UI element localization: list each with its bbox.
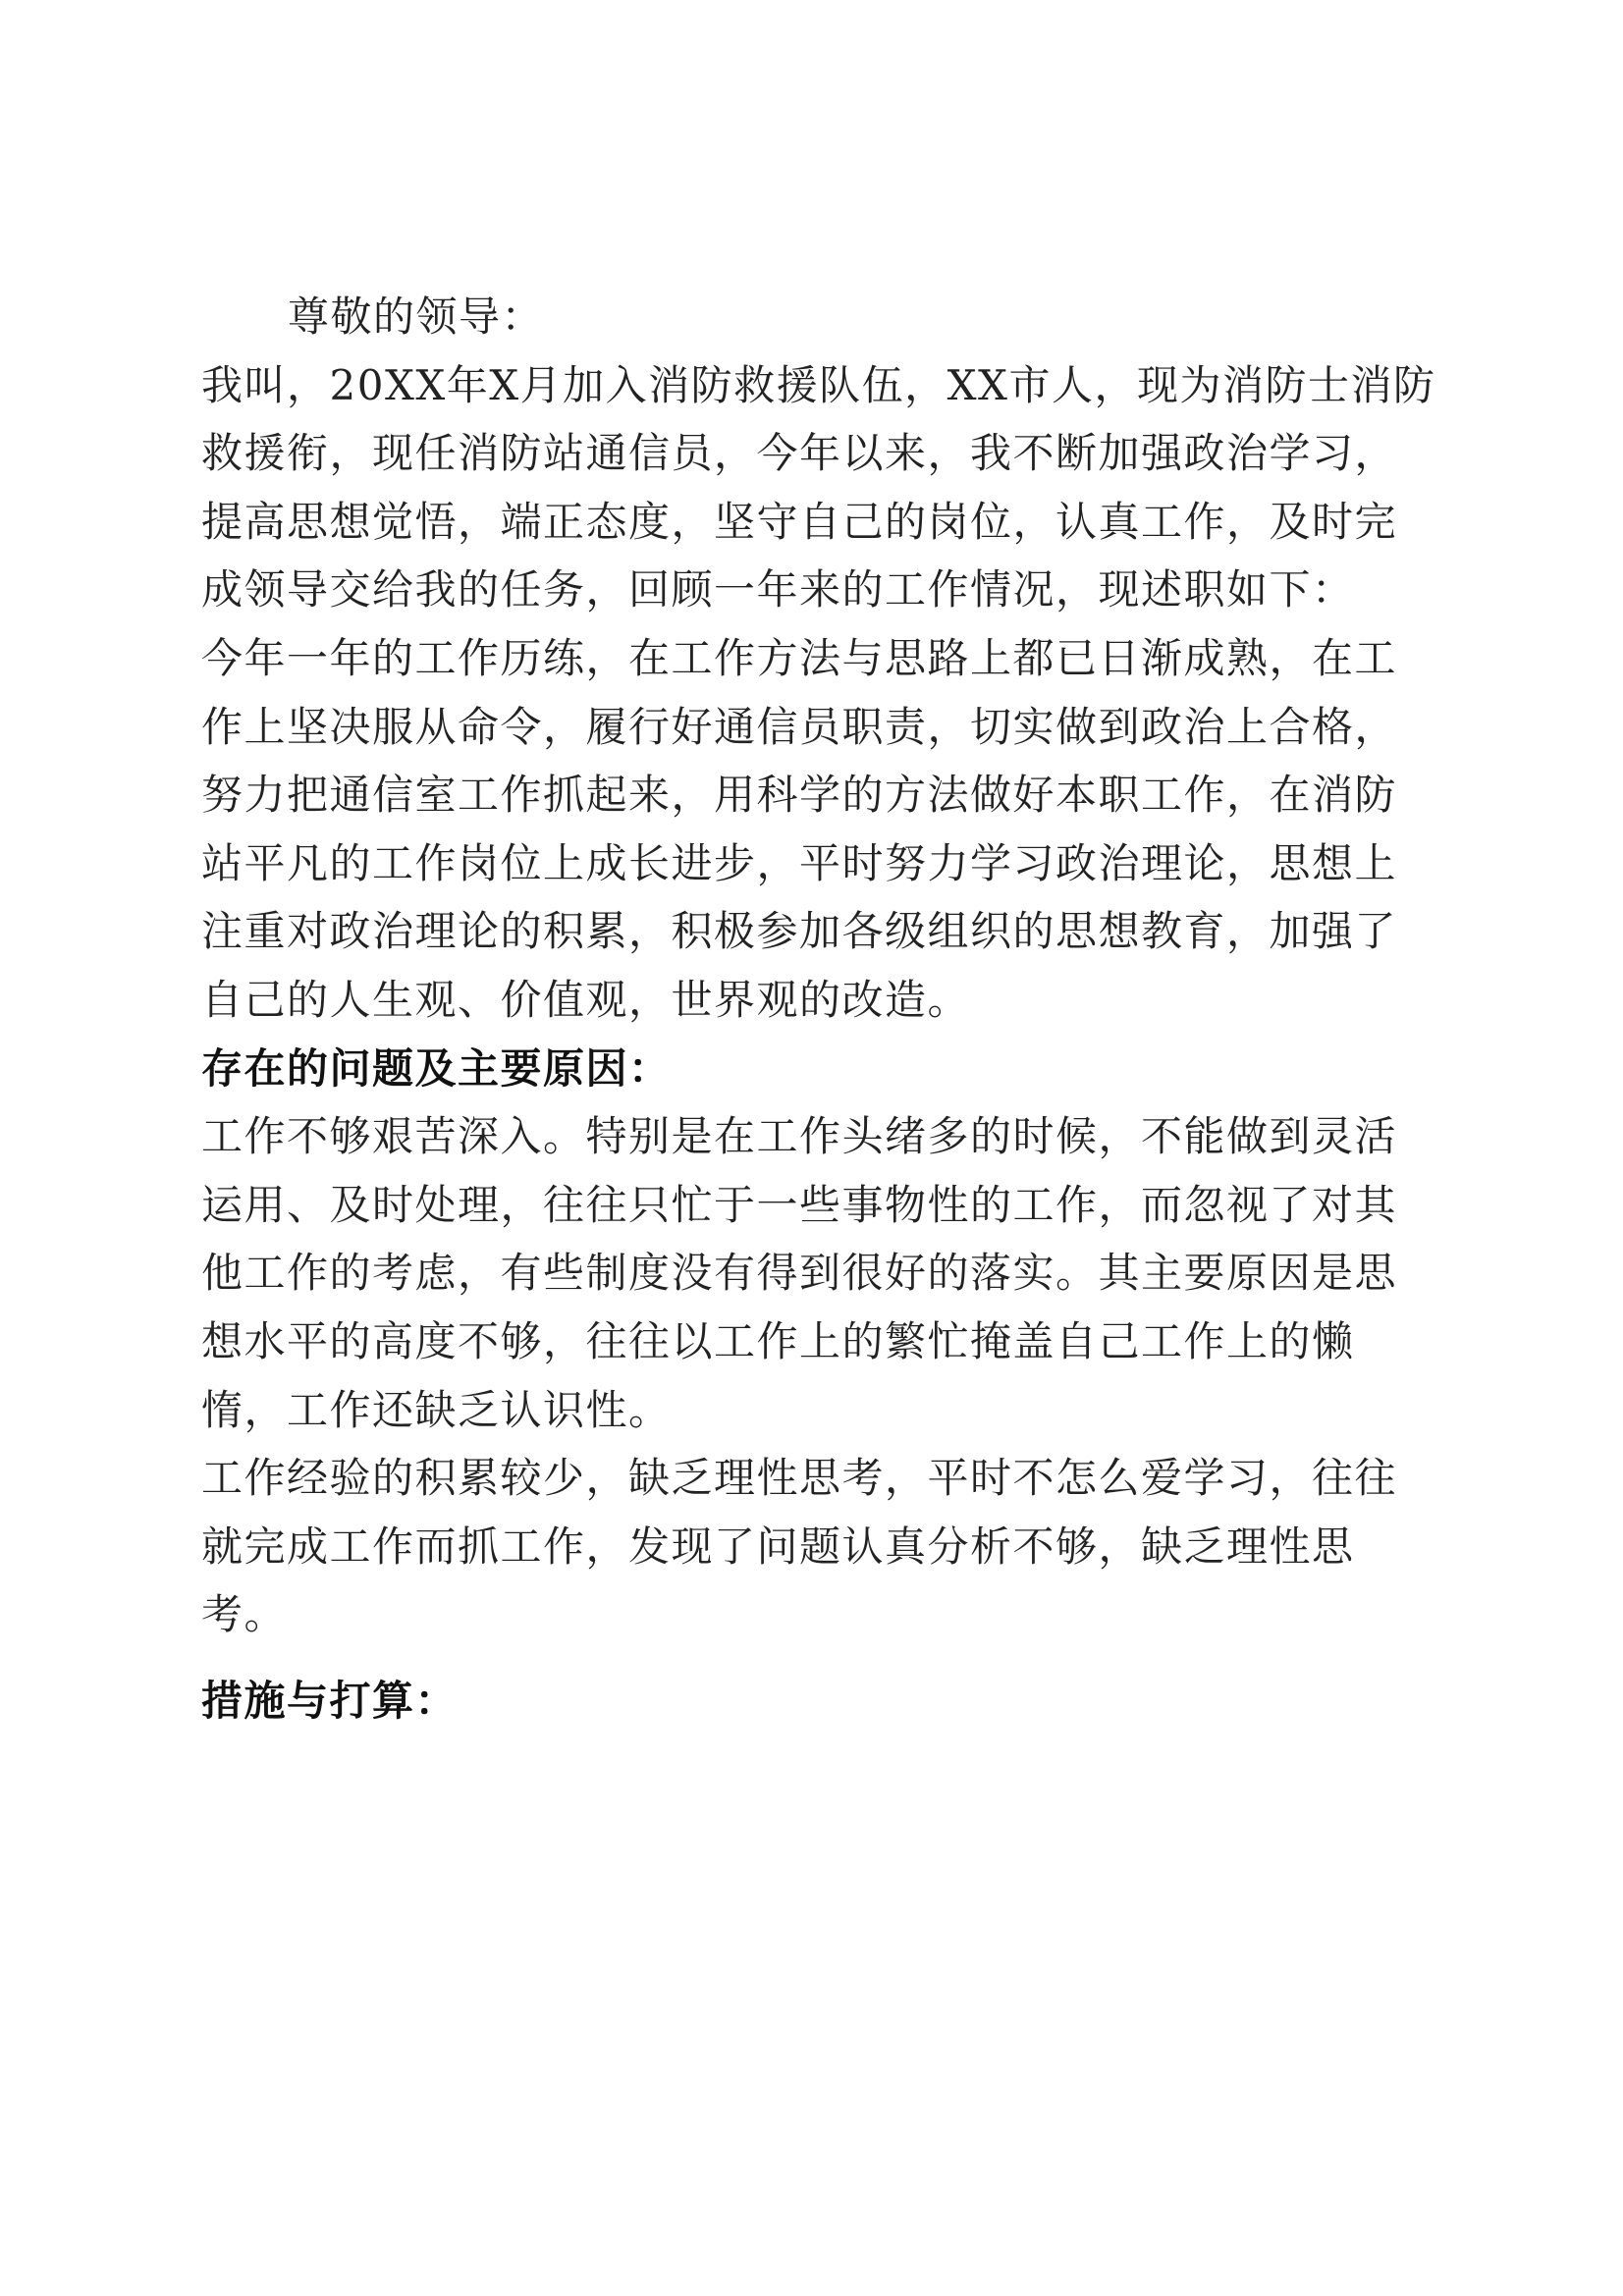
- salutation: 尊敬的领导：: [288, 293, 545, 341]
- paragraph-line: 工作不够艰苦深入。特别是在工作头绪多的时候，不能做到灵活: [201, 1112, 1398, 1161]
- spacer: [201, 1649, 1429, 1667]
- paragraph-line: 运用、及时处理，往往只忙于一些事物性的工作，而忽视了对其: [201, 1180, 1398, 1229]
- paragraph-line: 想水平的高度不够，往往以工作上的繁忙掩盖自己工作上的懒: [201, 1316, 1355, 1365]
- measures-heading: 措施与打算：: [201, 1676, 459, 1725]
- paragraph-line: 自己的人生观、价值观，世界观的改造。: [201, 975, 971, 1024]
- paragraph-line: 惰，工作还缺乏认识性。: [201, 1385, 672, 1434]
- paragraph-line: 注重对政治理论的积累，积极参加各级组织的思想教育，加强了: [201, 907, 1398, 956]
- paragraph-line: 我叫，20XX年X月加入消防救援队伍，XX市人，现为消防士消防: [201, 360, 1436, 409]
- paragraph-line: 努力把通信室工作抓起来，用科学的方法做好本职工作，在消防: [201, 771, 1398, 820]
- paragraph-line: 就完成工作而抓工作，发现了问题认真分析不够，缺乏理性思: [201, 1522, 1355, 1571]
- intro-paragraph: [201, 351, 1436, 624]
- document-body: [201, 283, 1436, 1735]
- paragraph-line: 救援衔，现任消防站通信员，今年以来，我不断加强政治学习，: [201, 429, 1398, 478]
- paragraph-line: 提高思想觉悟，端正态度，坚守自己的岗位，认真工作，及时完: [201, 497, 1398, 546]
- paragraph-line: 工作经验的积累较少，缺乏理性思考，平时不怎么爱学习，往往: [201, 1454, 1398, 1503]
- problem-paragraph-1: [201, 1102, 1429, 1444]
- paragraph-line: 作上坚决服从命令，履行好通信员职责，切实做到政治上合格，: [201, 702, 1398, 751]
- paragraph-line: 今年一年的工作历练，在工作方法与思路上都已日渐成熟，在工: [201, 633, 1398, 682]
- paragraph-line: 站平凡的工作岗位上成长进步，平时努力学习政治理论，思想上: [201, 838, 1398, 887]
- work-paragraph: [201, 624, 1429, 1035]
- paragraph-line: 成领导交给我的任务，回顾一年来的工作情况，现述职如下：: [201, 565, 1355, 614]
- problems-heading: 存在的问题及主要原因：: [201, 1043, 672, 1093]
- problem-paragraph-2: [201, 1444, 1429, 1649]
- paragraph-line: 他工作的考虑，有些制度没有得到很好的落实。其主要原因是思: [201, 1249, 1398, 1298]
- paragraph-line: 考。: [201, 1590, 288, 1639]
